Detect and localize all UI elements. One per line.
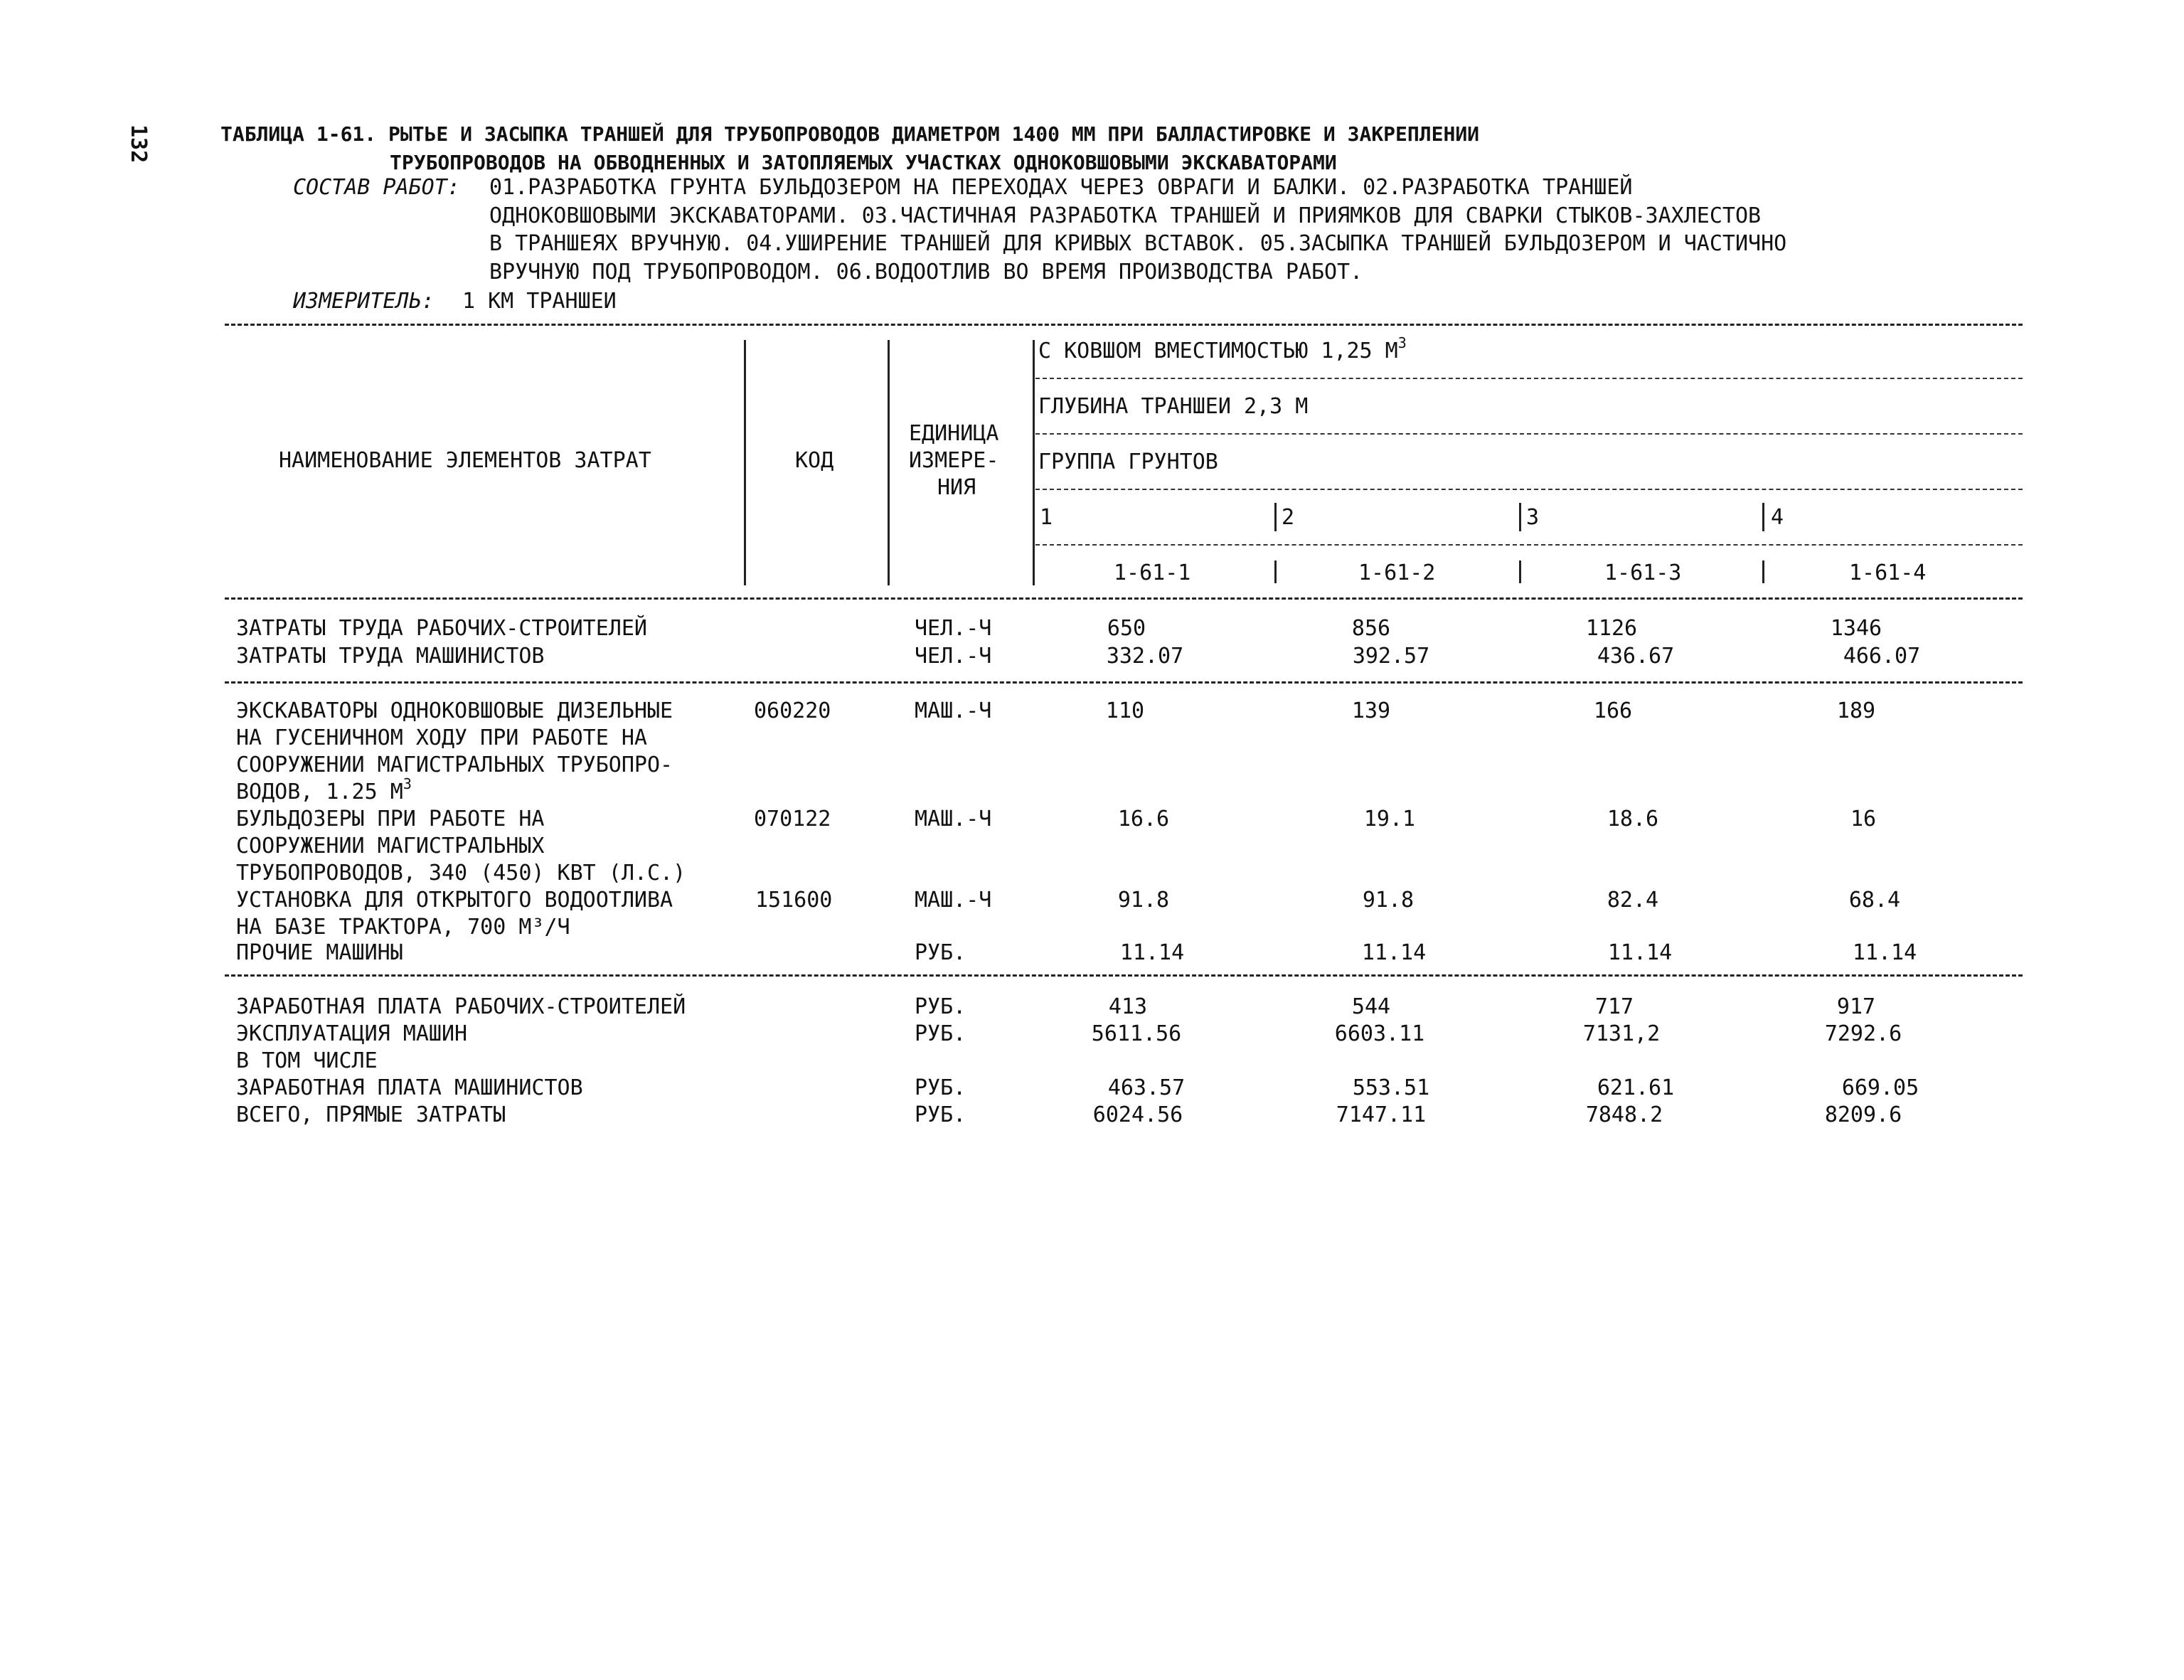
header-group-number: 2 (1282, 505, 1295, 530)
work-composition-line: ОДНОКОВШОВЫМИ ЭКСКАВАТОРАМИ. 03.ЧАСТИЧНАЯ РАЗРАБОТКА ТРАНШЕЙ И ПРИЯМКОВ ДЛЯ СВАРКИ СТЫКОВ-ЗАХЛЕСТОВ (489, 203, 1762, 228)
header-bucket: С КОВШОМ ВМЕСТИМОСТЬЮ 1,25 $М^3$ (1038, 334, 1407, 363)
row-value: 669.05 (1841, 1075, 1919, 1100)
table-top-rule (225, 324, 2023, 326)
row-value: 166 (1593, 698, 1633, 723)
header-bottom-rule (225, 597, 2023, 600)
row-value: 91.8 (1117, 888, 1170, 913)
header-divider (1035, 544, 2023, 546)
row-name: ВСЕГО, ПРЯМЫЕ ЗАТРАТЫ (236, 1102, 506, 1127)
header-rate-code: 1-61-4 (1849, 560, 1927, 585)
row-value: 5611.56 (1091, 1021, 1182, 1046)
row-value: 7292.6 (1824, 1021, 1902, 1046)
row-value: 82.4 (1607, 888, 1659, 913)
row-value: 463.57 (1107, 1075, 1186, 1100)
row-unit: РУБ. (915, 1102, 966, 1127)
row-value: 7147.11 (1336, 1102, 1427, 1127)
row-value: 6024.56 (1092, 1102, 1183, 1127)
row-name: БУЛЬДОЗЕРЫ ПРИ РАБОТЕ НА (236, 807, 545, 831)
row-unit: РУБ. (915, 1075, 966, 1100)
row-name: НА ГУСЕНИЧНОМ ХОДУ ПРИ РАБОТЕ НА (236, 725, 647, 750)
row-value: 544 (1351, 994, 1391, 1019)
row-name: ВОДОВ, 1.25 $М^3$ (236, 775, 412, 804)
section-rule (225, 681, 2023, 684)
table-title-line-2: ТРУБОПРОВОДОВ НА ОБВОДНЕННЫХ И ЗАТОПЛЯЕМЫХ УЧАСТКАХ ОДНОКОВШОВЫМИ ЭКСКАВАТОРАМИ (390, 151, 1337, 174)
header-depth: ГЛУБИНА ТРАНШЕИ 2,3 М (1038, 394, 1309, 419)
group-separator (1274, 560, 1277, 583)
row-value: 91.8 (1362, 888, 1415, 913)
header-rate-code: 1-61-1 (1114, 560, 1191, 585)
row-value: 68.4 (1848, 888, 1901, 913)
row-name: УСТАНОВКА ДЛЯ ОТКРЫТОГО ВОДООТЛИВА (236, 888, 673, 913)
row-name: ЭКСПЛУАТАЦИЯ МАШИН (236, 1021, 468, 1046)
row-value: 392.57 (1352, 644, 1430, 669)
row-name: СООРУЖЕНИИ МАГИСТРАЛЬНЫХ ТРУБОПРО- (236, 753, 673, 777)
header-divider (1035, 378, 2023, 379)
row-name: ЭКСКАВАТОРЫ ОДНОКОВШОВЫЕ ДИЗЕЛЬНЫЕ (236, 698, 673, 723)
row-value: 1126 (1585, 616, 1638, 641)
row-unit: МАШ.-Ч (915, 807, 992, 831)
header-group-number: 1 (1040, 505, 1053, 530)
page-number: 132 (126, 124, 151, 164)
row-unit: МАШ.-Ч (915, 698, 992, 723)
row-value: 332.07 (1106, 644, 1184, 669)
table-title-line-1: ТАБЛИЦА 1-61. РЫТЬЕ И ЗАСЫПКА ТРАНШЕЙ ДЛЯ ТРУБОПРОВОДОВ ДИАМЕТРОМ 1400 ММ ПРИ БАЛЛАСТИРОВКЕ И ЗАКРЕПЛЕНИИ (220, 122, 1480, 146)
header-unit-column: ИЗМЕРЕ- (909, 448, 999, 473)
row-name: НА БАЗЕ ТРАКТОРА, 700 М³/Ч (236, 915, 570, 940)
section-rule (225, 974, 2023, 977)
row-value: 16 (1850, 807, 1877, 831)
group-separator (1519, 503, 1521, 531)
row-name: ЗАРАБОТНАЯ ПЛАТА РАБОЧИХ-СТРОИТЕЛЕЙ (236, 994, 686, 1019)
row-value: 436.67 (1597, 644, 1675, 669)
row-value: 621.61 (1597, 1075, 1675, 1100)
row-value: 7848.2 (1585, 1102, 1663, 1127)
row-value: 8209.6 (1824, 1102, 1902, 1127)
row-unit: РУБ. (915, 1021, 966, 1046)
row-unit: РУБ. (915, 940, 966, 965)
row-value: 11.14 (1361, 940, 1427, 965)
row-value: 11.14 (1607, 940, 1673, 965)
row-name: СООРУЖЕНИИ МАГИСТРАЛЬНЫХ (236, 834, 545, 858)
header-divider (1035, 489, 2023, 490)
row-unit: РУБ. (915, 994, 966, 1019)
work-composition-line: ВРУЧНУЮ ПОД ТРУБОПРОВОДОМ. 06.ВОДООТЛИВ ВО ВРЕМЯ ПРОИЗВОДСТВА РАБОТ. (489, 260, 1363, 285)
header-group-number: 3 (1526, 505, 1540, 530)
row-value: 139 (1351, 698, 1391, 723)
row-value: 11.14 (1852, 940, 1917, 965)
row-value: 6603.11 (1334, 1021, 1425, 1046)
row-value: 717 (1594, 994, 1634, 1019)
row-unit: ЧЕЛ.-Ч (915, 644, 992, 669)
row-code: 151600 (755, 888, 833, 913)
header-code-column: КОД (795, 448, 834, 473)
column-separator (744, 340, 746, 585)
row-name: В ТОМ ЧИСЛЕ (236, 1048, 378, 1073)
header-divider (1035, 433, 2023, 435)
row-name: ПРОЧИЕ МАШИНЫ (236, 940, 403, 965)
header-soil-group: ГРУППА ГРУНТОВ (1038, 450, 1218, 474)
row-value: 553.51 (1352, 1075, 1430, 1100)
row-value: 7131,2 (1582, 1021, 1661, 1046)
row-name: ЗАТРАТЫ ТРУДА МАШИНИСТОВ (236, 644, 545, 669)
row-value: 466.07 (1843, 644, 1921, 669)
group-separator (1762, 503, 1764, 531)
measure-unit-label: ИЗМЕРИТЕЛЬ: (293, 289, 435, 314)
row-unit: ЧЕЛ.-Ч (915, 616, 992, 641)
row-value: 16.6 (1117, 807, 1170, 831)
row-value: 856 (1351, 616, 1391, 641)
work-composition-label: СОСТАВ РАБОТ: (293, 175, 460, 200)
row-name: ЗАРАБОТНАЯ ПЛАТА МАШИНИСТОВ (236, 1075, 583, 1100)
row-value: 650 (1107, 616, 1146, 641)
row-value: 11.14 (1119, 940, 1185, 965)
row-value: 917 (1836, 994, 1876, 1019)
group-separator (1274, 503, 1277, 531)
row-name: ТРУБОПРОВОДОВ, 340 (450) КВТ (Л.С.) (236, 861, 686, 886)
row-code: 060220 (754, 698, 831, 723)
group-separator (1519, 560, 1521, 583)
row-code: 070122 (754, 807, 831, 831)
row-value: 189 (1836, 698, 1876, 723)
row-value: 18.6 (1607, 807, 1659, 831)
row-value: 413 (1108, 994, 1148, 1019)
header-unit-column: НИЯ (937, 475, 976, 500)
row-value: 19.1 (1363, 807, 1416, 831)
header-name-column: НАИМЕНОВАНИЕ ЭЛЕМЕНТОВ ЗАТРАТ (279, 448, 651, 473)
column-separator (1033, 340, 1035, 585)
row-value: 1346 (1830, 616, 1882, 641)
row-value: 110 (1105, 698, 1145, 723)
header-group-number: 4 (1771, 505, 1784, 530)
header-unit-column: ЕДИНИЦА (909, 421, 999, 446)
work-composition-line: В ТРАНШЕЯХ ВРУЧНУЮ. 04.УШИРЕНИЕ ТРАНШЕЙ ДЛЯ КРИВЫХ ВСТАВОК. 05.ЗАСЫПКА ТРАНШЕЙ БУЛЬДОЗЕРОМ И ЧАСТИЧНО (489, 231, 1787, 256)
group-separator (1762, 560, 1764, 583)
column-separator (888, 340, 890, 585)
header-rate-code: 1-61-3 (1604, 560, 1682, 585)
work-composition-line: 01.РАЗРАБОТКА ГРУНТА БУЛЬДОЗЕРОМ НА ПЕРЕХОДАХ ЧЕРЕЗ ОВРАГИ И БАЛКИ. 02.РАЗРАБОТКА ТРАНШЕЙ (489, 175, 1633, 200)
measure-unit-value: 1 КМ ТРАНШЕИ (462, 289, 617, 314)
header-rate-code: 1-61-2 (1358, 560, 1436, 585)
row-unit: МАШ.-Ч (915, 888, 992, 913)
row-name: ЗАТРАТЫ ТРУДА РАБОЧИХ-СТРОИТЕЛЕЙ (236, 616, 647, 641)
